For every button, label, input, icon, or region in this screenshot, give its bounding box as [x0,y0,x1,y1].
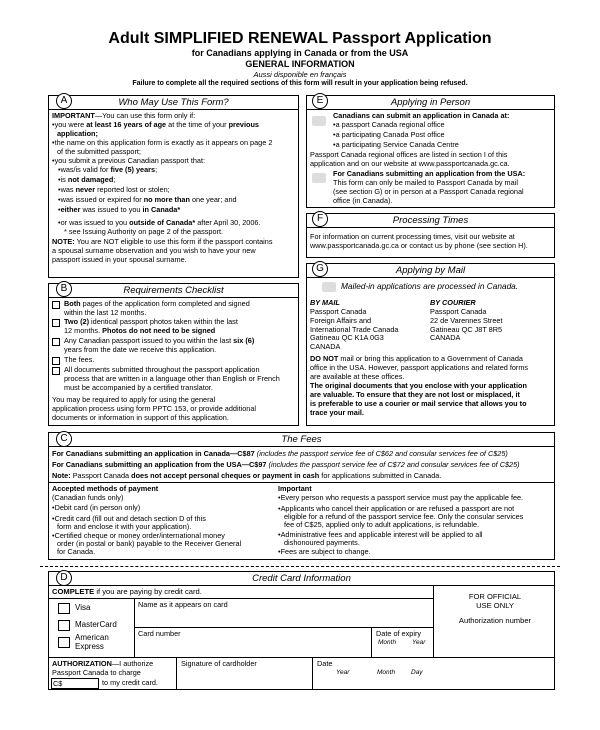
section-c-letter: C [56,431,72,447]
section-b-letter: B [56,281,72,297]
section-b-title: Requirements Checklist [48,283,299,298]
card-number-field[interactable] [136,639,368,656]
charge-amount-field[interactable]: C$ [51,678,99,689]
refusal-warning: Failure to complete all the required sections of this form will result in your application being refused. [132,80,468,87]
mail-icon [312,173,326,183]
section-a-sub-3: • was never reported lost or stolen; [58,186,170,195]
section-e-letter: E [312,93,328,109]
mail-address-line: CANADA [310,342,341,352]
section-a-bullet-2: • the name on this application form is exactly as it appears on page 2 [52,139,272,148]
section-f-title: Processing Times [306,213,555,228]
page-title: Adult SIMPLIFIED RENEWAL Passport Application [108,30,492,47]
section-a-title: Who May Use This Form? [48,95,299,110]
mail-address-line: Passport Canada [310,307,367,316]
mastercard-checkbox[interactable] [58,620,70,631]
section-a-sub-5: • either was issued to you in Canada* [58,206,180,215]
amex-checkbox[interactable] [58,637,70,648]
section-g-title: Applying by Mail [306,263,555,278]
section-a-sub-4: • was issued or expired for no more than one year; and [58,196,237,205]
cardholder-name-field[interactable] [136,610,432,626]
cut-line [40,566,560,567]
mastercard-label: MasterCard [75,620,117,629]
section-g-letter: G [312,261,328,277]
courier-address-line: 22 de Varennes Street [430,315,503,325]
courier-address-line: CANADA [430,333,461,343]
section-a-sub-2: • is not damaged; [58,176,115,185]
section-f-letter: F [312,211,328,227]
fee-canada: For Canadians submitting an application in Canada—C$87 (includes the passport service fee of C$62 and consular services fee of C$25) [52,449,508,458]
section-a-sub-6: • or was issued to you outside of Canada* after April 30, 2006. [58,219,261,228]
section-a-note: NOTE: You are NOT eligible to use this form if the passport contains [52,237,273,246]
mail-address-line: Gatineau QC K1A 0G3 [310,333,384,343]
courier-address-line: Passport Canada [430,307,487,316]
section-d-title: Credit Card Information [48,571,555,586]
building-icon [312,116,326,126]
authorization-number-label: Authorization number [458,616,532,625]
section-a-bullet-1: • you were at least 16 years of age at the time of your previous [52,121,259,130]
section-d-letter: D [56,570,72,586]
date-field[interactable] [314,677,432,689]
signature-field[interactable] [178,669,311,689]
checklist-checkbox-photos[interactable] [52,319,60,327]
section-c-title: The Fees [48,432,555,447]
mailed-in-note: Mailed-in applications are processed in Canada. [341,281,519,291]
visa-checkbox[interactable] [58,603,70,614]
fee-note: Note: Passport Canada does not accept personal cheques or payment in cash for applications submitted in Canada. [52,471,442,480]
mail-address-line: Foreign Affairs and [310,315,372,325]
expiry-field[interactable] [373,647,431,656]
section-a-bullet-3: • you submit a previous Canadian passport that: [52,157,205,166]
card-number-label: Card number [138,629,181,638]
checklist-checkbox-translation[interactable] [52,367,60,375]
envelope-icon [322,282,336,292]
mail-address-line: International Trade Canada [310,324,399,334]
section-a-letter: A [56,93,72,109]
checklist-checkbox-passport[interactable] [52,338,60,346]
section-a-footnote: * see Issuing Authority on page 2 of the passport. [64,227,224,236]
page-subtitle: for Canadians applying in Canada or from the USA [191,48,409,58]
section-a-sub-1: • was/is valid for five (5) years; [58,166,157,175]
section-e-title: Applying in Person [306,95,555,110]
checklist-checkbox-fees[interactable] [52,357,60,365]
cardholder-name-label: Name as it appears on card [138,600,228,609]
signature-label: Signature of cardholder [181,659,257,668]
section-a-important: IMPORTANT—You can use this form only if: [52,111,196,120]
visa-label: Visa [75,603,91,612]
authorization-text: AUTHORIZATION—I authorize [52,659,154,668]
courier-address-line: Gatineau QC J8T 8R5 [430,324,503,334]
checklist-checkbox-forms[interactable] [52,301,60,309]
amex-label: American Express [75,633,109,651]
expiry-label: Date of expiry [376,629,422,638]
general-info-heading: GENERAL INFORMATION [245,59,355,69]
date-label: Date [317,659,333,668]
fee-usa: For Canadians submitting an application from the USA—C$97 (includes the passport service fee of C$72 and consular services fee of C$25) [52,460,520,469]
french-availability: Aussi disponible en français [253,70,347,79]
